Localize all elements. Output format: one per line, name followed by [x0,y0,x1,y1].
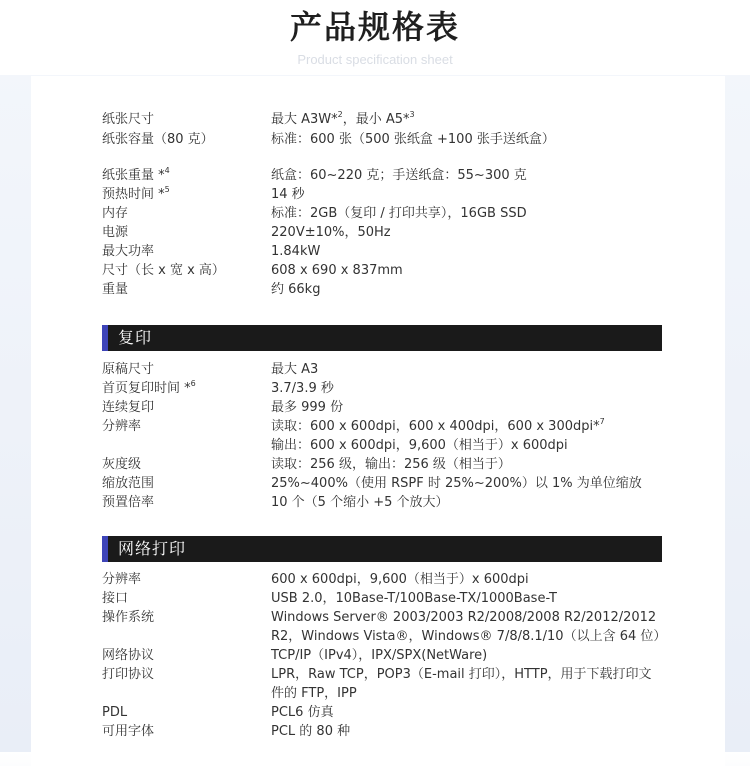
header [0,0,750,75]
spec-row-zoom-range [102,474,692,494]
spec-label: 最大功率 [102,244,155,259]
spec-value: 读取：600 x 600dpi，600 x 400dpi，600 x 300dpi*$^7$ [271,417,605,434]
spec-value: 最大 A3W*$^2$，最小 A5*$^3$ [271,110,415,127]
spec-value: 220V±10%，50Hz [271,225,391,240]
spec-value: PCL6 仿真 [271,705,334,720]
section-accent [102,325,108,351]
spec-row-max-power [102,242,692,262]
spec-row-preset-ratios [102,493,692,513]
spec-row-grayscale [102,455,692,475]
page-subtitle: Product specification sheet [297,52,453,67]
spec-row-dimensions [102,261,692,281]
spec-label: 重量 [102,282,129,297]
spec-row-copy-resolution-output [102,436,692,456]
spec-row-pdl [102,703,692,723]
spec-value: USB 2.0，10Base-T/100Base-TX/1000Base-T [271,591,557,606]
spec-row-warmup [102,185,692,205]
spec-row-paper-capacity [102,130,692,150]
spec-label: 纸张尺寸 [102,112,155,127]
spec-value: Windows Server® 2003/2003 R2/2008/2008 R2/2012/2012 [271,610,657,625]
spec-value: 输出：600 x 600dpi，9,600（相当于）x 600dpi [271,438,568,453]
spec-value: 最大 A3 [271,362,319,377]
spec-label: 打印协议 [102,667,155,682]
spec-row-os [102,608,692,628]
spec-value: 10 个（5 个缩小 +5 个放大） [271,495,449,510]
spec-value: 1.84kW [271,244,321,259]
spec-value: 3.7/3.9 秒 [271,381,334,396]
section-title: 复印 [118,328,153,347]
spec-row-print-protocol-cont [102,684,692,704]
section-header-network-print [102,536,662,562]
spec-row-original-size [102,360,692,380]
spec-label: 原稿尺寸 [102,362,155,377]
spec-value: 600 x 600dpi，9,600（相当于）x 600dpi [271,572,529,587]
spec-row-copy-resolution [102,417,692,437]
spec-value: 标准：2GB（复印 / 打印共享），16GB SSD [271,206,527,221]
spec-row-paper-size [102,110,692,130]
spec-value: 14 秒 [271,187,305,202]
spec-label: 网络协议 [102,648,155,663]
spec-label: 灰度级 [102,457,142,472]
spec-value: 件的 FTP，IPP [271,686,357,701]
spec-value: 约 66kg [271,282,321,297]
spec-label: 连续复印 [102,400,155,415]
spec-value: LPR，Raw TCP，POP3（E-mail 打印），HTTP，用于下载打印文 [271,667,652,682]
spec-row-first-copy [102,379,692,399]
spec-label: 内存 [102,206,129,221]
spec-value: PCL 的 80 种 [271,724,351,739]
spec-row-weight [102,280,692,300]
spec-row-os-cont [102,627,692,647]
spec-label: 分辨率 [102,419,142,434]
spec-label: 操作系统 [102,610,155,625]
spec-label: 电源 [102,225,129,240]
spec-value: 标准：600 张（500 张纸盒 +100 张手送纸盒） [271,132,555,147]
spec-row-fonts [102,722,692,742]
spec-value: 最多 999 份 [271,400,344,415]
spec-label: 缩放范围 [102,476,155,491]
spec-value: R2，Windows Vista®，Windows® 7/8/8.1/10（以上含 64 位） [271,629,667,644]
spec-value: TCP/IP（IPv4），IPX/SPX(NetWare) [271,648,488,663]
spec-label: 尺寸（长 x 宽 x 高） [102,263,225,278]
spec-label: 预热时间 *$^5$ [102,185,170,202]
section-accent [102,536,108,562]
spec-row-network-protocol [102,646,692,666]
spec-label: 首页复印时间 *$^6$ [102,379,196,396]
spec-label: 预置倍率 [102,495,155,510]
spec-row-power-supply [102,223,692,243]
spec-value: 读取：256 级，输出：256 级（相当于） [271,457,511,472]
spec-value: 25%~400%（使用 RSPF 时 25%~200%）以 1% 为单位缩放 [271,476,642,491]
spec-row-paper-weight [102,166,692,186]
spec-label: 纸张重量 *$^4$ [102,166,170,183]
spec-row-print-protocol [102,665,692,685]
section-title: 网络打印 [118,539,187,558]
section-header-copy [102,325,662,351]
spec-row-interface [102,589,692,609]
spec-label: 纸张容量（80 克） [102,132,214,147]
spec-value: 纸盒：60~220 克；手送纸盒：55~300 克 [271,168,527,183]
spec-label: 分辨率 [102,572,142,587]
spec-label: 可用字体 [102,724,155,739]
spec-row-print-resolution [102,570,692,590]
spec-row-continuous-copy [102,398,692,418]
page-title: 产品规格表 [289,8,460,46]
spec-value: 608 x 690 x 837mm [271,263,403,278]
spec-label: 接口 [102,591,129,606]
spec-row-memory [102,204,692,224]
spec-label: PDL [102,705,128,720]
